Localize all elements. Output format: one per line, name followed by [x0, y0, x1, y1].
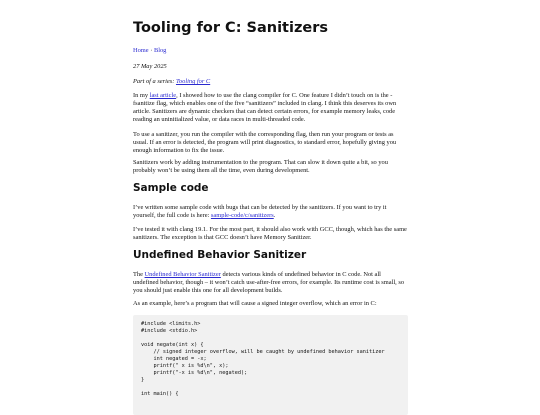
page-title: Tooling for C: Sanitizers [133, 20, 329, 36]
intro-paragraph-2: To use a sanitizer, you run the compiler with the corresponding flag, then run your program or tests as usual. If an error is detected, the program will print diagnostics, to standard error, hopefully giving you enough information to fix the issue. [133, 131, 397, 154]
ubsan-paragraph-2: As an example, here’s a program that will cause a signed integer overflow, which an error in C: [133, 300, 377, 307]
ubsan-link[interactable]: Undefined Behavior Sanitizer [144, 271, 221, 278]
intro1-text-before: In my [133, 92, 150, 99]
nav-blog-link[interactable]: Blog [153, 47, 167, 54]
ubsan-p1-text-after: detects various kinds of undefined behavior in C code. Not all undefined behavior, though – it won’t catch use-after-free errors, for example. Its runtime cost is small, so you should just enable this one for all development builds. [133, 271, 405, 294]
code-listing: #include <limits.h> #include <stdio.h> void negate(int x) { // signed integer overflow, will be caught by undefined behavior sanitizer int negated = -x; printf(" x is %d\n", x); printf("-x is %d\n", negated); } int main() { [141, 321, 385, 397]
code-block [133, 315, 408, 415]
section-heading-ubsan: Undefined Behavior Sanitizer [133, 249, 307, 261]
sample-p1-text-after: . [273, 212, 276, 219]
sample-p1-text-before: I’ve written some sample code with bugs that can be detected by the sanitizers. If you want to try it yourself, the full code is here: [133, 204, 387, 219]
series-line [133, 78, 408, 86]
intro-paragraph-3: Sanitizers work by adding instrumentation to the program. That can slow it down quite a bit, so you probably won’t be using them all the time, even during development. [133, 159, 388, 174]
last-article-link[interactable]: last article [149, 92, 177, 99]
section-heading-sample-code: Sample code [133, 182, 209, 194]
intro1-text-after: , I showed how to use the clang compiler for C. One feature I didn’t touch on is the -fsanitize flag, which enables one of the five “sanitizers” included in clang. I think this deserves its own article. Sanitizers are dynamic checkers that can detect certain errors, for example memory leaks, code reading an uninitialized value, or data races in multi-threaded code. [133, 92, 397, 123]
series-link[interactable]: Tooling for C [175, 78, 211, 85]
ubsan-p1-text-before: The [133, 271, 145, 278]
intro-paragraph-1 [133, 92, 408, 124]
sample-code-paragraph-1 [133, 204, 408, 220]
breadcrumb [133, 47, 408, 55]
sample-code-paragraph-2: I’ve tested it with clang 19.1. For the most part, it should also work with GCC, though, which has the same sanitizers. The exception is that GCC doesn’t have Memory Sanitizer. [133, 226, 407, 241]
series-prefix: Part of a series: [133, 78, 176, 85]
post-date: 27 May 2025 [133, 63, 167, 70]
ubsan-paragraph-1 [133, 271, 408, 295]
sample-code-link[interactable]: sample-code/c/sanitizers [210, 212, 274, 219]
nav-separator: · [148, 47, 154, 54]
nav-home-link[interactable]: Home [133, 47, 149, 54]
